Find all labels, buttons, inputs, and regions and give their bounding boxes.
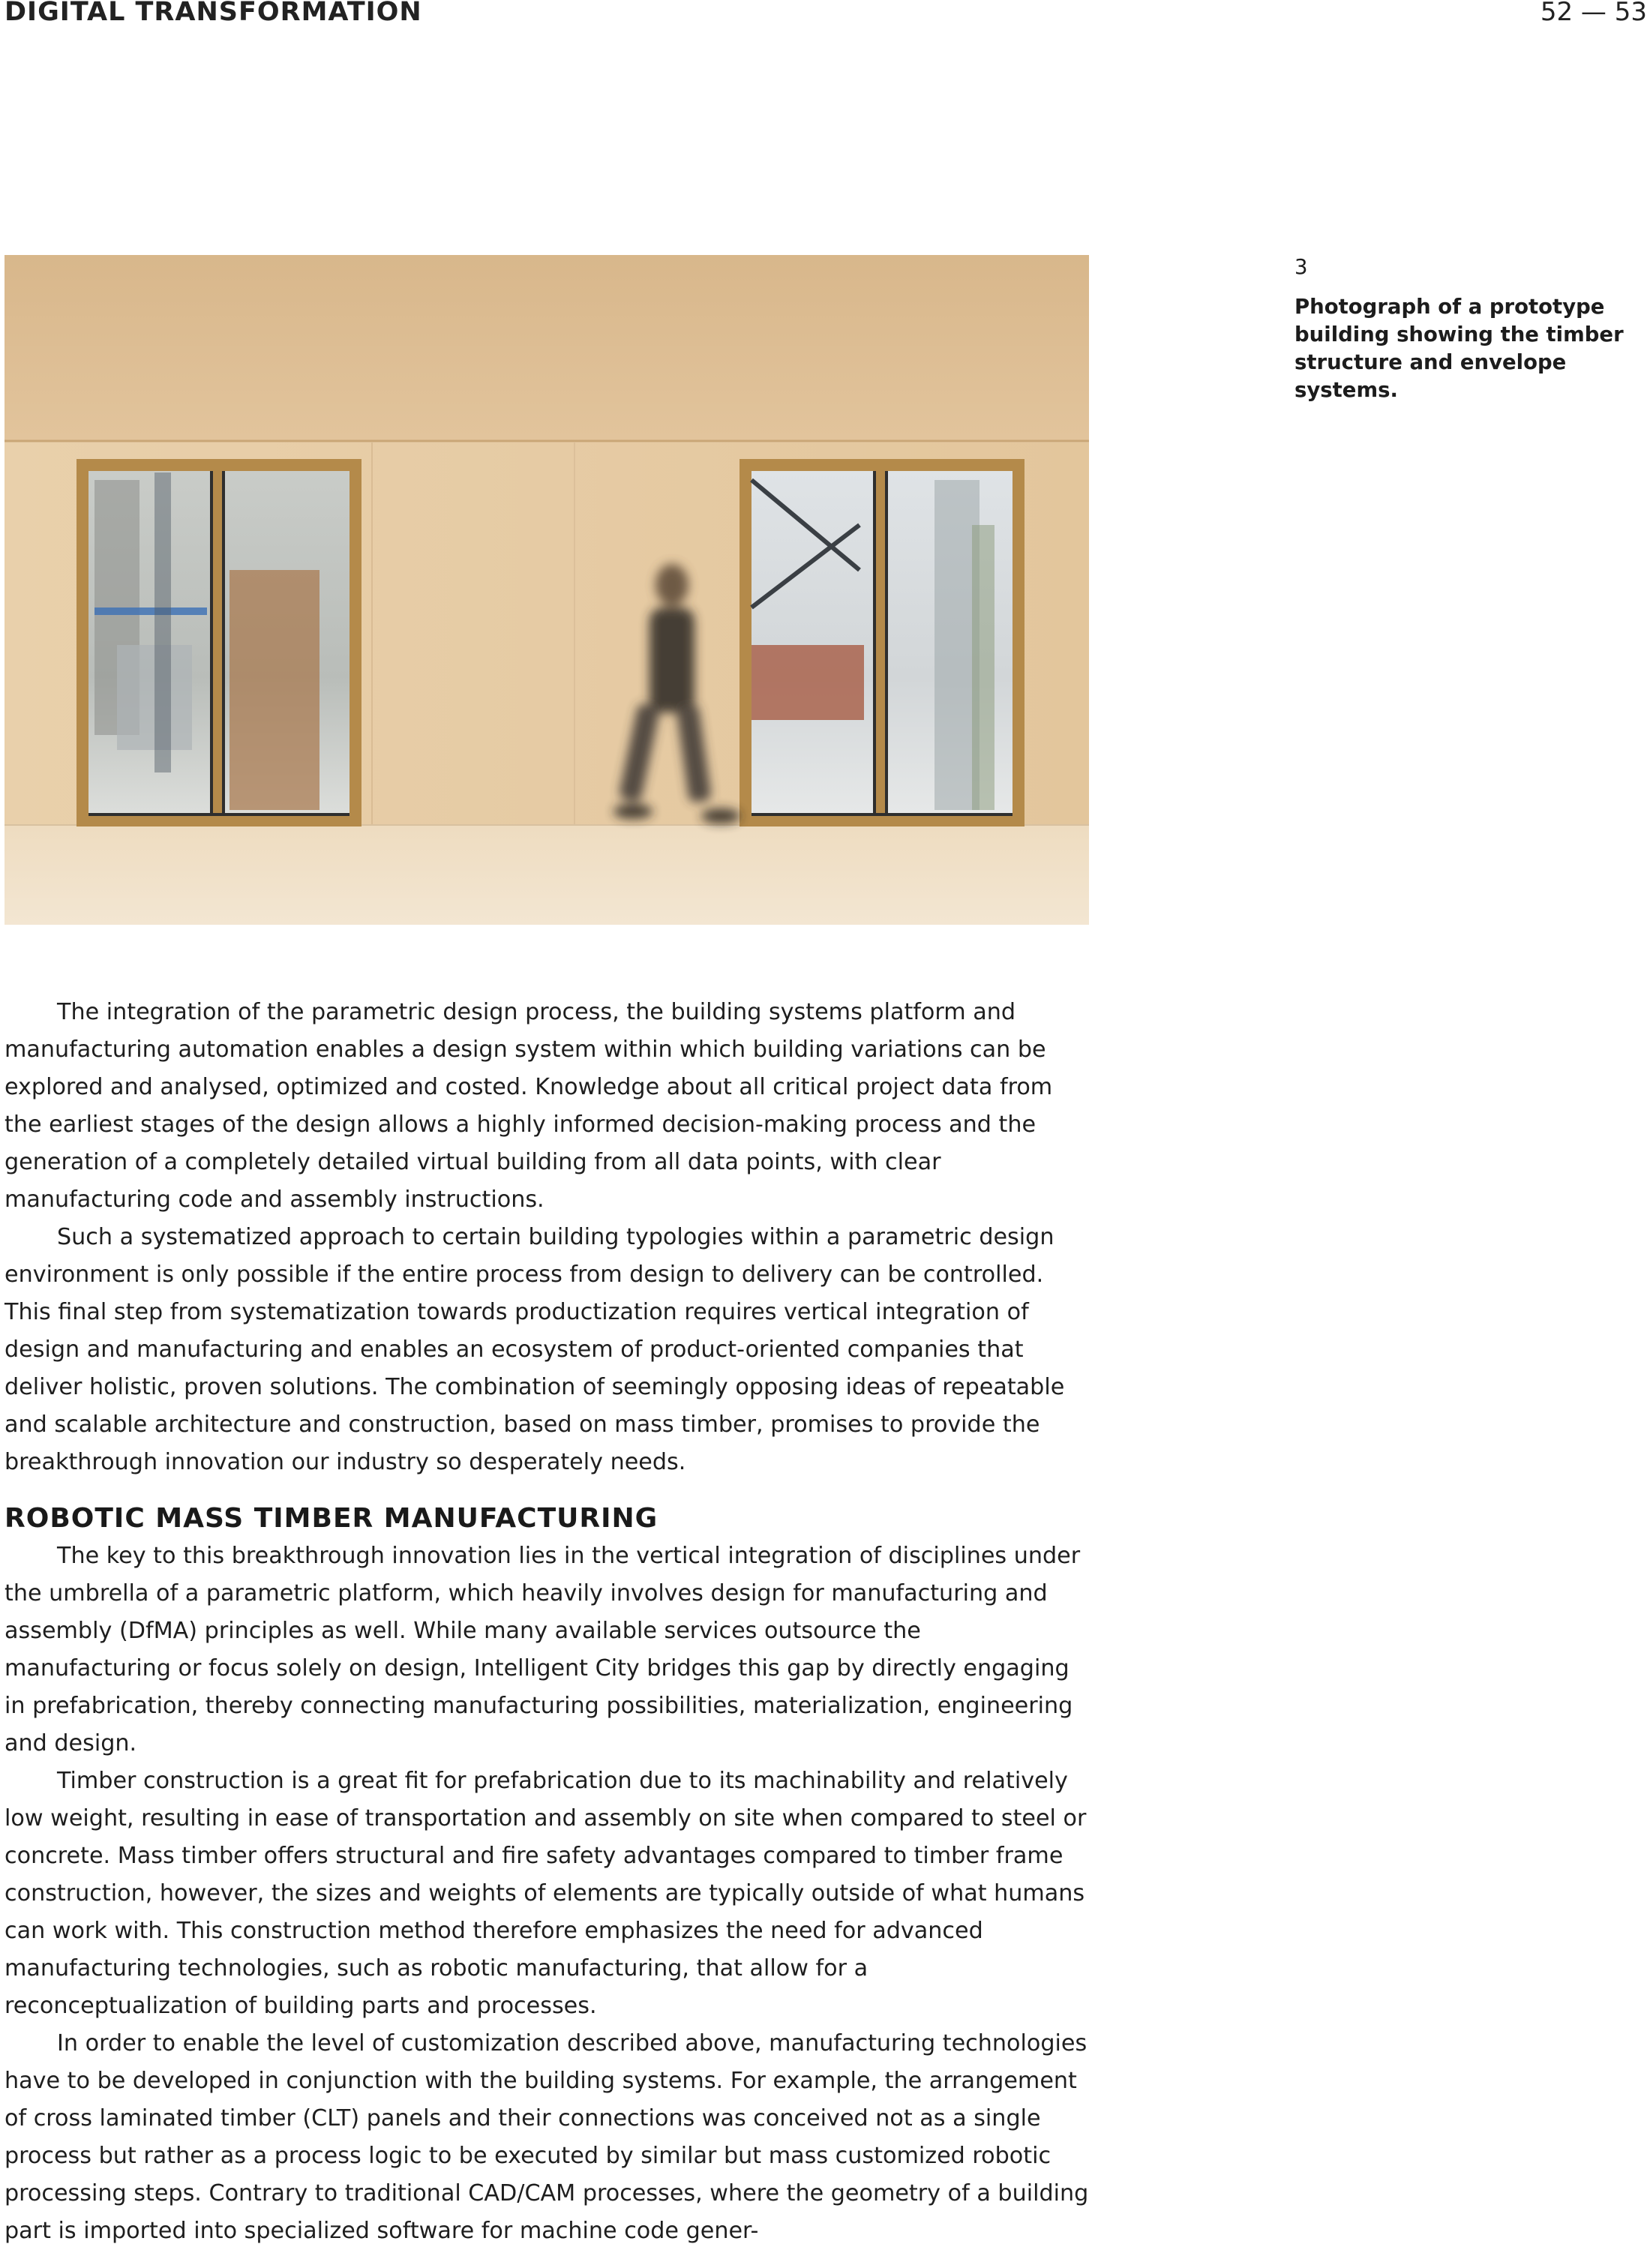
prototype-building-photo	[4, 255, 1089, 925]
ceiling	[4, 255, 1089, 441]
article-body	[4, 994, 1092, 2250]
right-window	[740, 459, 1024, 826]
figure-caption-text: Photograph of a prototype building showing the timber structure and envelope systems.	[1294, 295, 1624, 402]
section-heading: ROBOTIC MASS TIMBER MANUFACTURING	[4, 1503, 658, 1534]
paragraph: Such a systematized approach to certain building typologies within a parametric design environment is only possible if the entire process from design to delivery can be controlled. This final step from systematization towards productization requires vertical integration of design and manufacturing and enables an ecosystem of product-oriented companies that deliver holistic, proven solutions. The combination of seemingly opposing ideas of repeatable and scalable architecture and construction, based on mass timber, promises to provide the breakthrough innovation our industry so desperately needs.	[4, 1224, 1065, 1475]
floor	[4, 825, 1089, 925]
page-numbers: 52 — 53	[1540, 0, 1647, 27]
paragraph: The key to this breakthrough innovation lies in the vertical integration of disciplines under the umbrella of a parametric platform, which heavily involves design for manufacturing and assembly (DfMA) principles as well. While many available services outsource the manufacturing or focus solely on design, Intelligent City bridges this gap by directly engaging in prefabrication, thereby connecting manufacturing possibilities, materialization, engineering and design.	[4, 1543, 1081, 1756]
figure-number: 3	[1294, 255, 1308, 279]
paragraph: Timber construction is a great fit for prefabrication due to its machinability and relatively low weight, resulting in ease of transportation and assembly on site when compared to steel or concrete. Mass timber offers structural and fire safety advantages compared to timber frame construction, however, the sizes and weights of elements are typically outside of what humans can work with. This construction method therefore emphasizes the need for advanced manufacturing technologies, such as robotic manufacturing, that allow for a reconceptualization of building parts and processes.	[4, 1768, 1087, 2019]
paragraph: The integration of the parametric design process, the building systems platform and manufacturing automation enables a design system within which building variations can be explored and analysed, optimized and costed. Knowledge about all critical project data from the earliest stages of the design allows a highly informed decision-making process and the generation of a completely detailed virtual building from all data points, with clear manufacturing code and assembly instructions.	[4, 999, 1053, 1213]
left-window	[76, 459, 362, 826]
running-title: DIGITAL TRANSFORMATION	[4, 0, 422, 27]
paragraph: In order to enable the level of customization described above, manufacturing technologies have to be developed in conjunction with the building systems. For example, the arrangement of cross laminated timber (CLT) panels and their connections was conceived not as a single process but rather as a process logic to be executed by similar but mass customized robotic processing steps. Contrary to traditional CAD/CAM processes, where the geometry of a building part is imported into specialized software for machine code gener-	[4, 2030, 1089, 2244]
figure-caption	[1294, 254, 1650, 404]
